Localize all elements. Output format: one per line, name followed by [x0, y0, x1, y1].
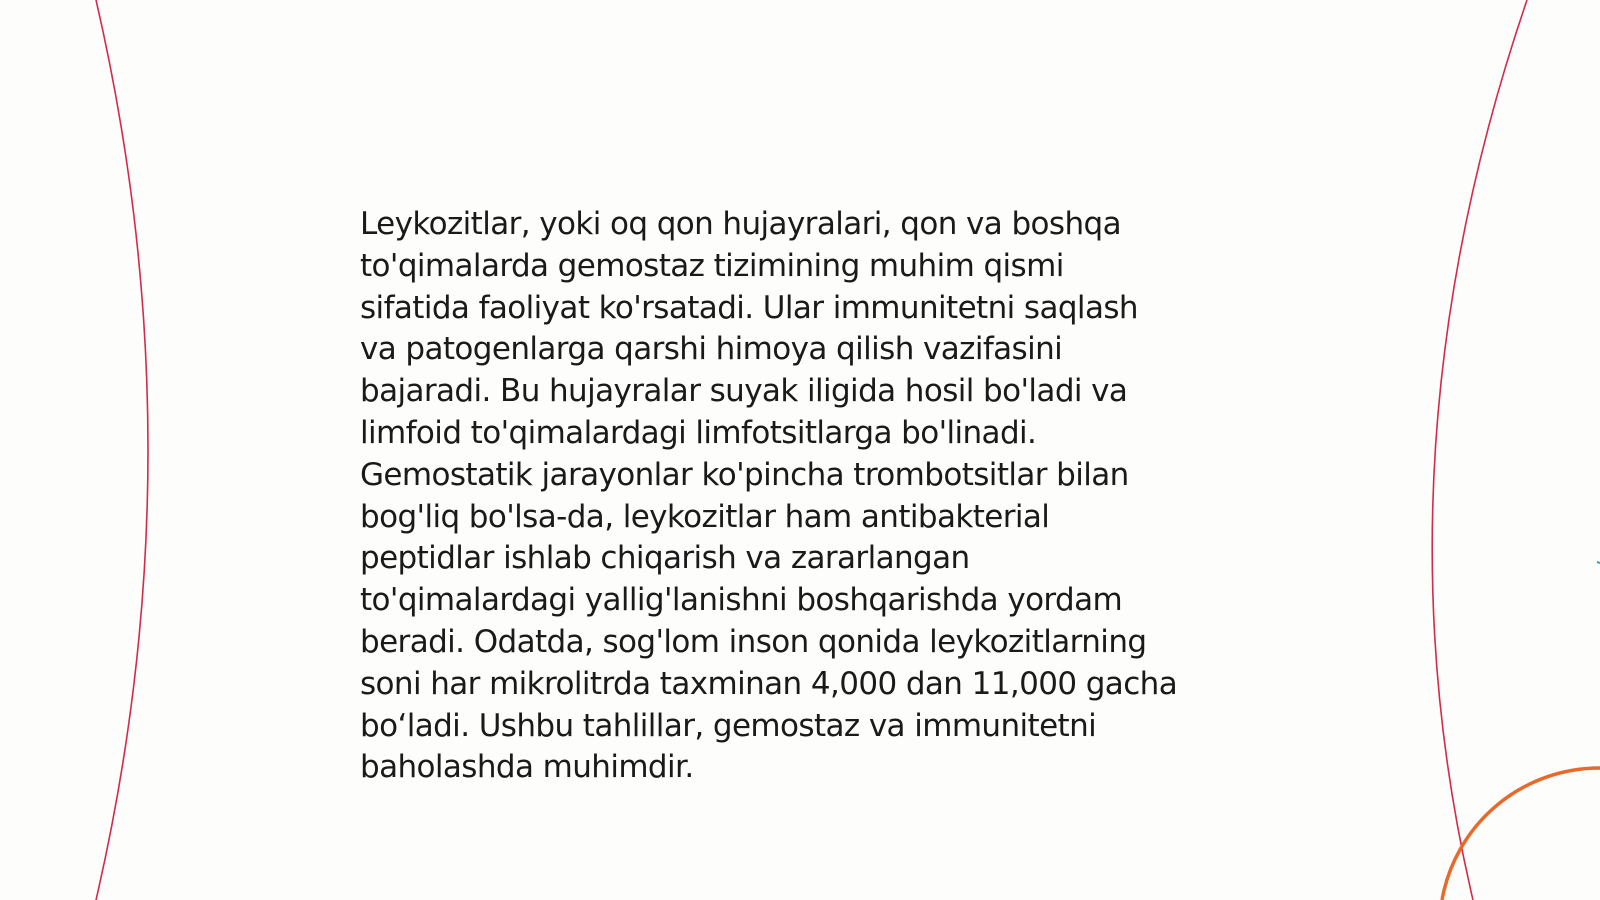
body-text: Leykozitlar, yoki oq qon hujayralari, qon va boshqa to'qimalarda gemostaz tizimining muhim qismi sifatida faoliyat ko'rsatadi. Ular immunitetni saqlash va patogenlarga qarshi himoya qilish vazifasini bajaradi. Bu hujayralar suyak iligida hosil bo'ladi va limfoid to'qimalardagi limfotsitlarga bo'linadi. Gemostatik jarayonlar ko'pincha trombotsitlar bilan bog'liq bo'lsa-da, leykozitlar ham antibakterial peptidlar ishlab chiqarish va zararlangan to'qimalardagi yallig'lanishni boshqarishda yordam beradi. Odatda, sog'lom inson qonida leykozitlarning soni har mikrolitrda taxminan 4,000 dan 11,000 gacha bo‘ladi. Ushbu tahlillar, gemostaz va immunitetni baholashda muhimdir.: [360, 206, 1178, 786]
left-curve-line: [96, 0, 148, 900]
orange-arc: [1442, 768, 1600, 900]
right-curve-line: [1432, 0, 1527, 900]
